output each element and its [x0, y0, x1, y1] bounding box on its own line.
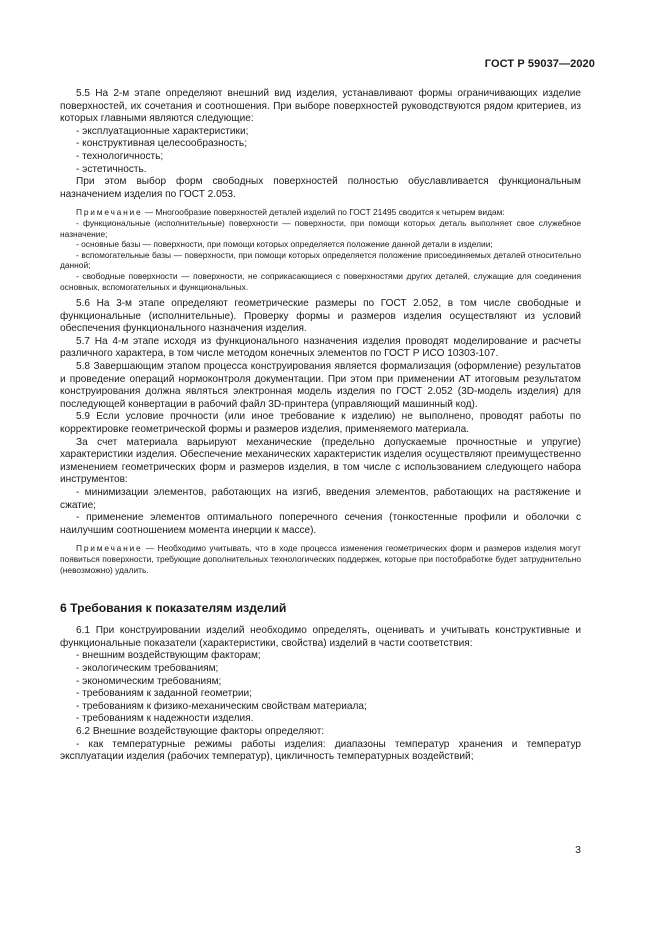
list-item: - применение элементов оптимального поперечного сечения (тонкостенные профили и оболочки с наилучшим соотношением момента инерции к массе). [60, 512, 581, 536]
paragraph-5-9: 5.9 Если условие прочности (или иное требование к изделию) не выполнено, проводят работы по корректировке геометрической формы и размеров изделия, применяемого материала. [60, 411, 581, 436]
paragraph-5-7: 5.7 На 4-м этапе исходя из функционального назначения изделия проводят моделирование и расчеты различного характера, в том числе методом конечных элементов по ГОСТ Р ИСО 10303-107. [60, 335, 581, 360]
list-item: - минимизации элементов, работающих на изгиб, введения элементов, работающих на растяжение и сжатие; [60, 487, 581, 511]
list-item: - требованиям к физико-механическим свойствам материала; [76, 700, 367, 712]
paragraph-6-2: 6.2 Внешние воздействующие факторы определяют: [76, 725, 325, 737]
section-6-title: 6 Требования к показателям изделий [60, 601, 287, 616]
list-item: - как температурные режимы работы изделия: диапазоны температур хранения и температур эксплуатации изделия (рабочих температур), цикличность температурных воздействий; [60, 738, 581, 763]
paragraph-5-5-conclusion: При этом выбор форм свободных поверхностей полностью обуславливается функциональным назначением изделия по ГОСТ 2.053. [60, 176, 581, 200]
list-item: - технологичность; [76, 150, 164, 162]
note-list-item: - свободные поверхности — поверхности, не соприкасающиеся с поверхностями других деталей, служащие для соединения основных, вспомогательных и функциональных. [60, 270, 581, 292]
list-item: - эксплуатационные характеристики; [76, 125, 249, 137]
paragraph-material: За счет материала варьируют механические (предельно допускаемые прочностные и упругие) характеристики изделия. Обеспечение механических характеристик изделия осуществляют преимущественно изменением геометрических форм и размеров изделия, в том числе с использованием следующего набора инструментов: [60, 436, 581, 486]
list-item: - внешним воздействующим факторам; [76, 650, 261, 662]
list-item: - требованиям к заданной геометрии; [76, 688, 252, 700]
note-label: Примечание [76, 543, 143, 554]
note-text: — Многообразие поверхностей деталей изделий по ГОСТ 21495 сводится к четырем видам: [142, 207, 505, 218]
note-list-item: - функциональные (исполнительные) поверхности — поверхности, при помощи которых деталь выполняет свое служебное назначение; [60, 217, 581, 239]
note-list-item: - основные базы — поверхности, при помощи которых определяется положение данной детали в изделии; [76, 239, 493, 250]
list-item: - экономическим требованиям; [76, 675, 222, 687]
page-number: 3 [575, 844, 581, 856]
list-item: - конструктивная целесообразность; [76, 138, 247, 150]
note-1 [60, 207, 581, 218]
document-code: ГОСТ Р 59037—2020 [484, 58, 595, 70]
paragraph-5-6: 5.6 На 3-м этапе определяют геометрические размеры по ГОСТ 2.052, в том числе свободные и функциональные (исполнительные). Проверку формы и размеров изделия осуществляют из условий обеспечения функционального назначения изделия. [60, 298, 581, 335]
list-item: - эстетичность. [76, 163, 147, 175]
page-content [60, 88, 581, 764]
paragraph-5-8: 5.8 Завершающим этапом процесса конструирования является формализация (оформление) результатов и проведение операций нормоконтроля документации. При этом при применении АТ итоговым результатом конструирования должна являться электронная модель изделия по ГОСТ 2.052 (3D-модель изделия) для последующей конвертации в рабочий файл 3D-принтера (управляющий машинный код). [60, 361, 581, 410]
note-label: Примечание [76, 207, 143, 218]
note-text: — Необходимо учитывать, что в ходе процесса изменения геометрических форм и размеров изделия могут появиться поверхности, требующие дополнительных технологических поддержек, которые при постобработке будет затруднительно (невозможно) удалить. [60, 543, 581, 575]
list-item: - требованиям к надежности изделия. [76, 713, 254, 725]
paragraph-6-1: 6.1 При конструировании изделий необходимо определять, оценивать и учитывать конструктивные и функциональные показатели (характеристики, свойства) изделий в части соответствия: [60, 625, 581, 649]
note-list-item: - вспомогательные базы — поверхности, при помощи которых определяется положение присоединяемых деталей относительно данной; [60, 249, 581, 271]
paragraph-5-5: 5.5 На 2-м этапе определяют внешний вид изделия, устанавливают формы ограничивающих изделие поверхностей, их сочетания и соотношения. При выборе поверхностей руководствуются рядом критериев, из которых главными являются следующие: [60, 88, 581, 125]
list-item: - экологическим требованиям; [76, 662, 219, 674]
note-2 [60, 543, 581, 575]
